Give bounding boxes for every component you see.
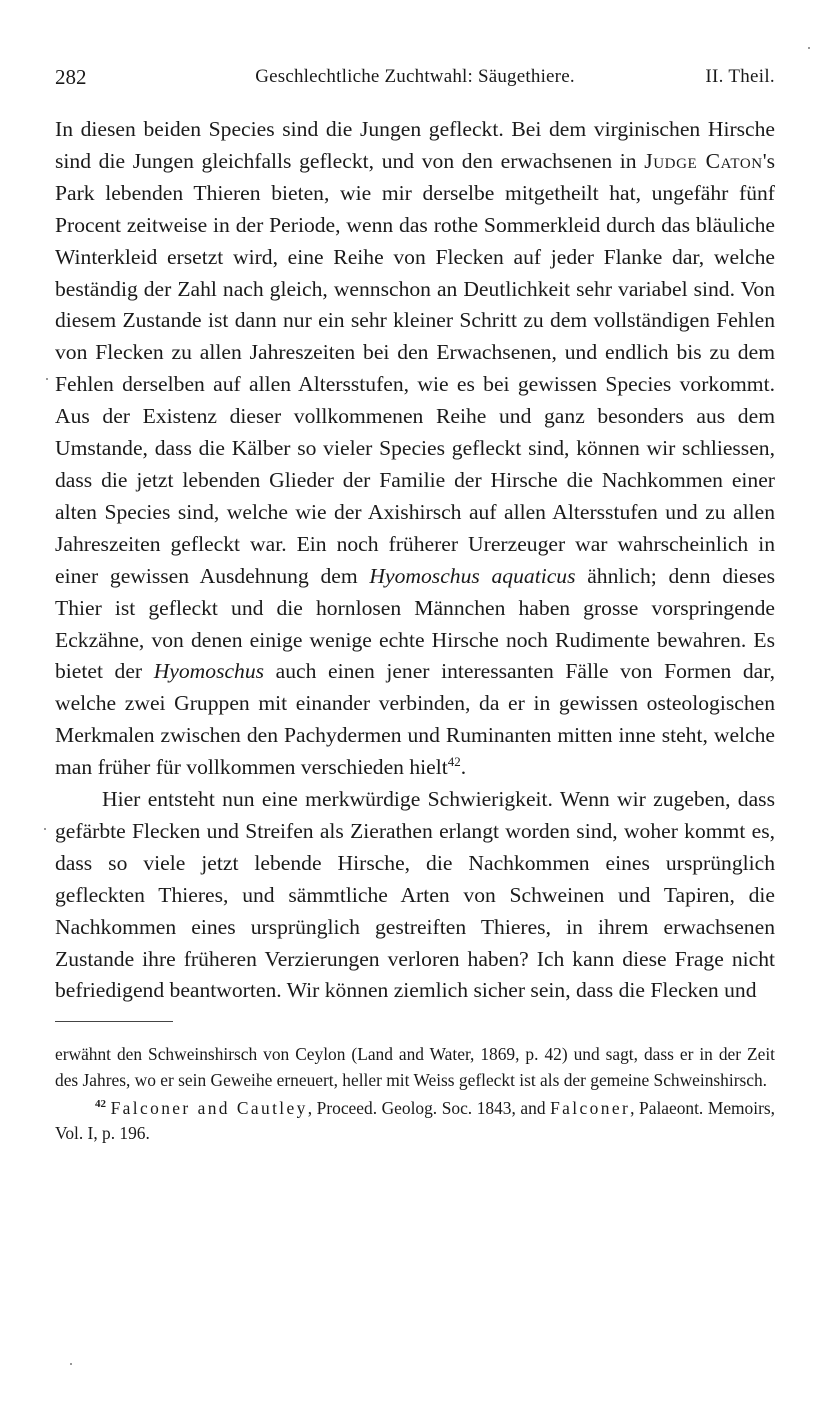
footnotes <box>55 1042 775 1146</box>
part-label: II. Theil. <box>705 66 775 87</box>
body-text <box>55 114 775 1007</box>
book-page <box>55 62 775 1147</box>
paper-speck <box>808 47 810 49</box>
footnote-number: 42 <box>95 1097 106 1110</box>
paragraph-1-text-c: ähnlich; denn dieses Thier ist gefleckt und die hornlosen Männchen haben grosse vorspringende Eckzähne, von denen einige wenige echte Hirsche noch Rudimente bewahren. Es bietet der <box>55 563 775 684</box>
paper-speck <box>70 1363 72 1365</box>
paragraph-1-text-a: In diesen beiden Species sind die Jungen gefleckt. Bei dem virginischen Hirsche sind die Jungen gleichfalls gefleckt, und von den erwachsenen in <box>55 117 775 173</box>
paragraph-1 <box>55 114 775 784</box>
paragraph-1-text-d: auch einen jener interessanten Fälle von Formen dar, welche zwei Gruppen mit einander verbinden, da er in gewissen osteologischen Merkmalen zwischen den Pachydermen und Ruminanten mitten inne steht, welche man früher für vollkommen verschieden hielt <box>55 659 775 780</box>
footnote-42-text: , Proceed. Geolog. Soc. 1843, and <box>307 1097 551 1118</box>
species-name-hyomoschus-aquaticus: Hyomoschus aquaticus <box>369 563 576 588</box>
paragraph-2: Hier entsteht nun eine merkwürdige Schwierigkeit. Wenn wir zugeben, dass gefärbte Flecken und Streifen als Zierathen erlangt worden sind, woher kommt es, dass so viele jetzt lebende Hirsche, die Nachkommen eines ursprünglich gefleckten Thieres, und sämmtliche Arten von Schweinen und Tapiren, die Nachkommen eines ursprünglich gestreiften Thieres, in ihrem erwachsenen Zustande ihre früheren Verzierungen verloren haben? Ich kann diese Frage nicht befriedigend beantworten. Wir können ziemlich sicher sein, dass die Flecken und <box>55 787 775 1003</box>
footnote-continued: erwähnt den Schweinshirsch von Ceylon (Land and Water, 1869, p. 42) und sagt, dass er in der Zeit des Jahres, wo er sein Geweihe erneuert, heller mit Weiss gefleckt ist als der gemeine Schweinshirsch. <box>55 1044 775 1090</box>
species-name-hyomoschus: Hyomoschus <box>153 659 265 684</box>
author-falconer-cautley: Falconer and Cautley <box>110 1097 308 1118</box>
paragraph-1-text-b: 's Park lebenden Thieren bieten, wie mir derselbe mitgetheilt hat, ungefähr fünf Procent zeitweise in der Periode, wenn das rothe Sommerkleid durch das bläuliche Winterkleid ersetzt wird, eine Reihe von Flecken auf jeder Flanke dar, welche beständig der Zahl nach gleich, wennschon an Deutlichkeit sehr variabel sind. Von diesem Zustande ist dann nur ein sehr kleiner Schritt zu dem vollständigen Fehlen von Flecken zu allen Jahreszeiten bei den Erwachsenen, und endlich bis zu dem Fehlen derselben auf allen Altersstufen, wie es bei gewissen Species vorkommt. Aus der Existenz dieser vollkommenen Reihe und ganz besonders aus dem Umstande, dass die Kälber so vieler Species gefleckt sind, können wir schliessen, dass die jetzt lebenden Glieder der Familie der Hirsche die Nachkommen einer alten Species sind, welche wie der Axishirsch auf allen Altersstufen und zu allen Jahreszeiten gefleckt war. Ein noch früherer Urerzeuger war wahrscheinlich in einer gewissen Ausdehnung dem <box>55 148 775 588</box>
page-number: 282 <box>55 65 87 89</box>
footnote-42 <box>55 1096 775 1147</box>
name-judge-caton: Judge Caton <box>644 148 763 173</box>
page-header <box>55 62 775 92</box>
paragraph-1-end: . <box>460 755 467 780</box>
footnote-divider <box>55 1021 173 1022</box>
paper-speck <box>46 378 48 380</box>
footnote-42-end: , Palaeont. Memoirs, Vol. I, p. 196. <box>55 1097 775 1144</box>
running-title: Geschlechtliche Zuchtwahl: Säugethiere. <box>255 66 575 87</box>
paper-speck <box>44 828 46 830</box>
footnote-reference-42: 42 <box>447 753 461 769</box>
author-falconer: Falconer <box>550 1097 631 1118</box>
